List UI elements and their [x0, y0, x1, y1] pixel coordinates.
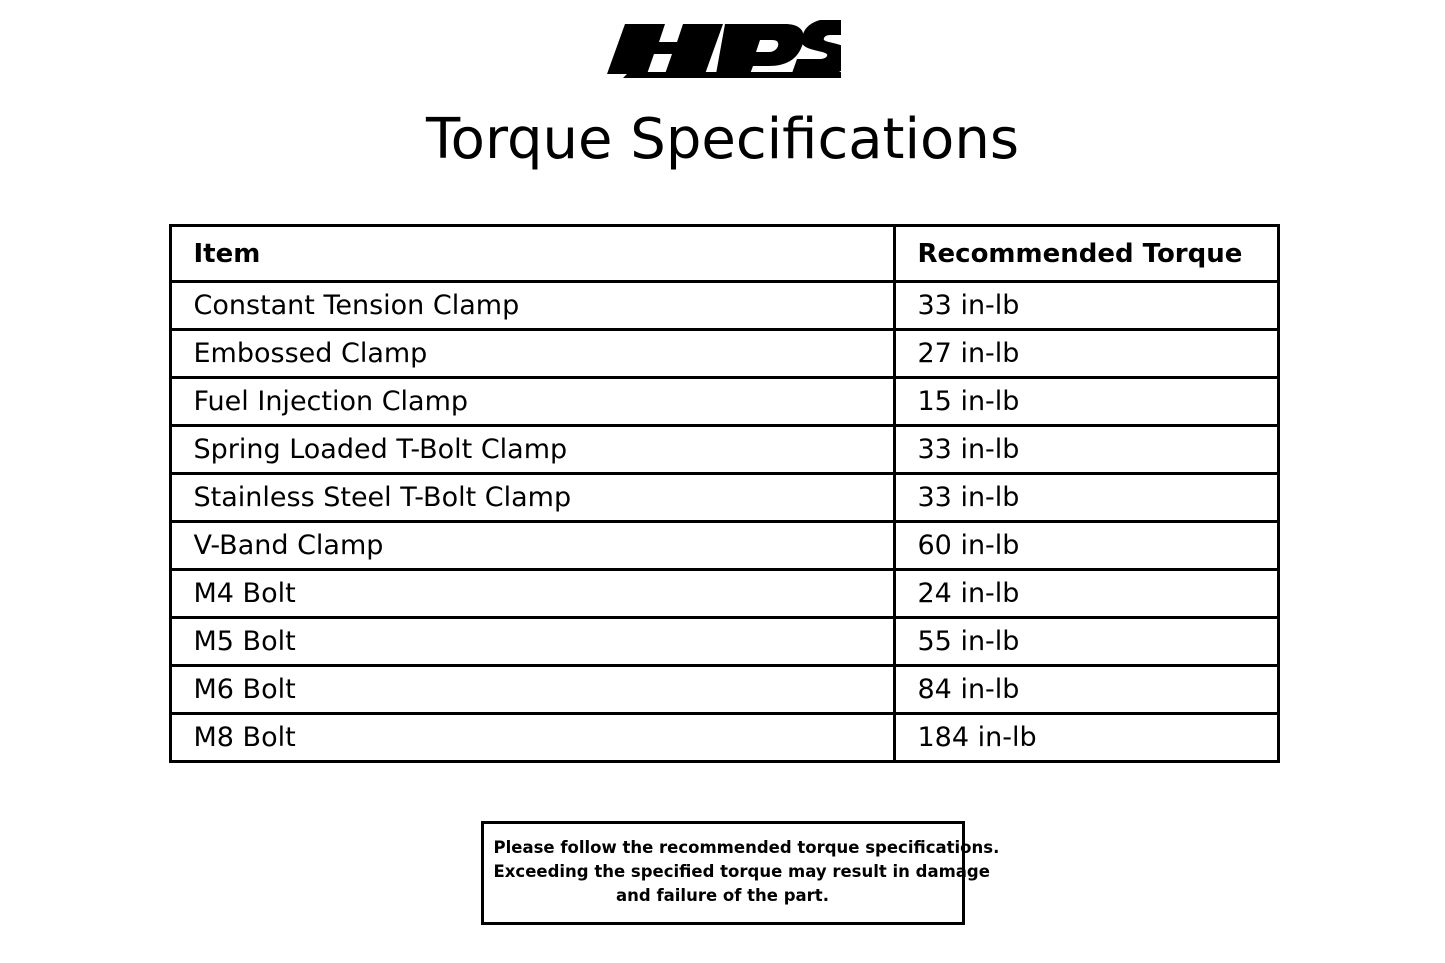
- cell-torque: 33 in-lb: [894, 474, 1278, 522]
- cell-torque: 33 in-lb: [894, 426, 1278, 474]
- table-row: [170, 378, 1278, 426]
- cell-item: M8 Bolt: [170, 714, 894, 762]
- note-container: [0, 821, 1445, 925]
- cell-torque: 33 in-lb: [894, 282, 1278, 330]
- warning-note: [481, 821, 1000, 925]
- table-row: [170, 282, 1278, 330]
- cell-item: Embossed Clamp: [170, 330, 894, 378]
- note-line-2: Exceeding the specified torque may result in damage: [493, 862, 990, 882]
- cell-item: M6 Bolt: [170, 666, 894, 714]
- table-row: [170, 666, 1278, 714]
- cell-item: Stainless Steel T-Bolt Clamp: [170, 474, 894, 522]
- table-row: [170, 522, 1278, 570]
- cell-item: Constant Tension Clamp: [170, 282, 894, 330]
- table-row: [170, 330, 1278, 378]
- table-row: [170, 426, 1278, 474]
- table-header-row: [170, 226, 1278, 282]
- column-header-item: Item: [170, 226, 894, 282]
- cell-torque: 55 in-lb: [894, 618, 1278, 666]
- page-title: Torque Specifications: [425, 107, 1019, 172]
- cell-torque: 24 in-lb: [894, 570, 1278, 618]
- cell-item: M5 Bolt: [170, 618, 894, 666]
- cell-item: Spring Loaded T-Bolt Clamp: [170, 426, 894, 474]
- table-row: [170, 570, 1278, 618]
- cell-torque: 15 in-lb: [894, 378, 1278, 426]
- torque-table-container: [169, 224, 1277, 763]
- column-header-torque: Recommended Torque: [894, 226, 1278, 282]
- cell-item: M4 Bolt: [170, 570, 894, 618]
- torque-specifications-table: [169, 224, 1280, 763]
- note-line-3: and failure of the part.: [616, 886, 829, 906]
- table-row: [170, 618, 1278, 666]
- cell-torque: 84 in-lb: [894, 666, 1278, 714]
- cell-torque: 27 in-lb: [894, 330, 1278, 378]
- table-row: [170, 714, 1278, 762]
- note-line-1: Please follow the recommended torque specifications.: [493, 838, 1000, 858]
- cell-item: V-Band Clamp: [170, 522, 894, 570]
- cell-torque: 60 in-lb: [894, 522, 1278, 570]
- table-row: [170, 474, 1278, 522]
- hps-logo-icon: [605, 20, 841, 82]
- logo-container: [0, 0, 1445, 82]
- cell-torque: 184 in-lb: [894, 714, 1278, 762]
- cell-item: Fuel Injection Clamp: [170, 378, 894, 426]
